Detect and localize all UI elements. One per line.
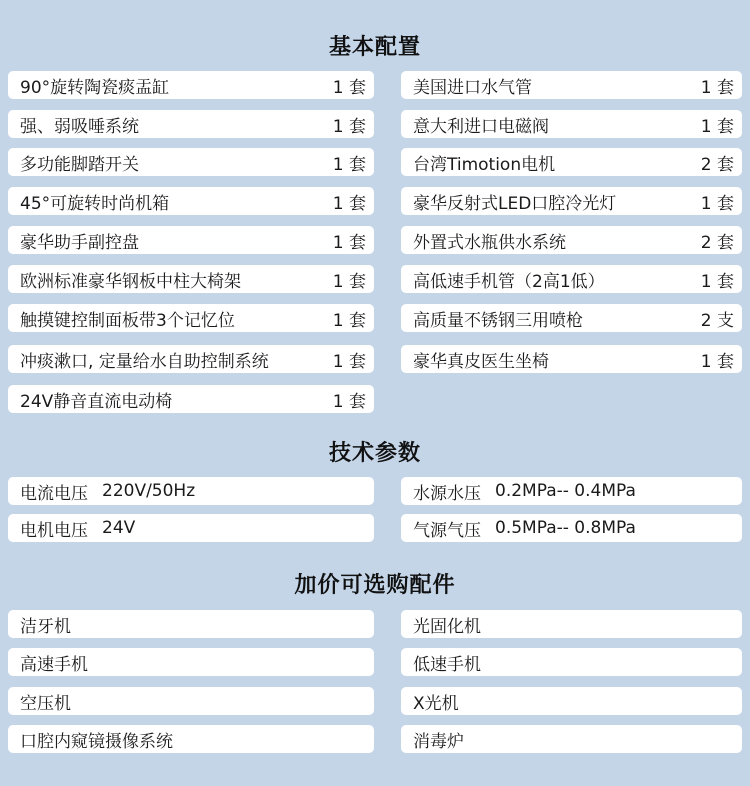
basic-item <box>401 265 742 293</box>
basic-item <box>8 226 374 254</box>
item-qty: 1 套 <box>332 271 366 292</box>
basic-item <box>401 345 742 373</box>
item-name: 90°旋转陶瓷痰盂缸 <box>20 77 170 98</box>
optional-item <box>401 687 742 715</box>
item-qty: 1 套 <box>700 116 734 137</box>
tech-param <box>8 514 374 542</box>
item-qty: 1 套 <box>332 193 366 214</box>
basic-item <box>8 71 374 99</box>
item-qty: 1 套 <box>332 351 366 372</box>
basic-item <box>8 345 374 373</box>
optional-item <box>8 725 374 753</box>
item-name: 冲痰漱口, 定量给水自助控制系统 <box>20 351 269 372</box>
param-label: 电机电压 <box>20 520 88 541</box>
item-qty: 1 套 <box>332 116 366 137</box>
param-label: 电流电压 <box>20 483 88 504</box>
item-name: 美国进口水气管 <box>413 77 532 98</box>
optional-item <box>8 610 374 638</box>
param-value: 24V <box>102 518 136 538</box>
basic-item <box>8 265 374 293</box>
tech-param <box>8 477 374 505</box>
item-qty: 1 套 <box>700 271 734 292</box>
basic-item <box>401 148 742 176</box>
optional-item <box>401 610 742 638</box>
item-name: 台湾Timotion电机 <box>413 154 556 175</box>
item-name: 洁牙机 <box>20 616 71 637</box>
basic-item <box>8 385 374 413</box>
item-name: 24V静音直流电动椅 <box>20 391 173 412</box>
item-name: 高低速手机管（2高1低） <box>413 271 605 292</box>
basic-item <box>401 71 742 99</box>
item-name: 45°可旋转时尚机箱 <box>20 193 170 214</box>
basic-item <box>8 110 374 138</box>
item-qty: 2 套 <box>700 154 734 175</box>
item-name: 多功能脚踏开关 <box>20 154 139 175</box>
item-name: 豪华反射式LED口腔冷光灯 <box>413 193 617 214</box>
item-name: 消毒炉 <box>413 731 464 752</box>
item-qty: 1 套 <box>332 391 366 412</box>
item-name: 强、弱吸唾系统 <box>20 116 139 137</box>
item-name: 豪华助手副控盘 <box>20 232 139 253</box>
optional-accessories-title: 加价可选购配件 <box>294 573 456 598</box>
item-qty: 1 套 <box>332 232 366 253</box>
item-qty: 2 套 <box>700 232 734 253</box>
param-value: 0.5MPa-- 0.8MPa <box>495 518 636 538</box>
item-qty: 2 支 <box>700 310 734 331</box>
param-label: 气源气压 <box>413 520 481 541</box>
item-name: 口腔内窥镜摄像系统 <box>20 731 173 752</box>
item-name: 低速手机 <box>413 654 481 675</box>
item-name: 外置式水瓶供水系统 <box>413 232 566 253</box>
optional-item <box>401 725 742 753</box>
basic-item <box>401 226 742 254</box>
item-qty: 1 套 <box>700 193 734 214</box>
item-name: X光机 <box>413 693 459 714</box>
basic-item <box>401 304 742 332</box>
basic-item <box>401 110 742 138</box>
tech-param <box>401 514 742 542</box>
tech-params-title: 技术参数 <box>328 441 421 466</box>
basic-item <box>401 187 742 215</box>
item-name: 触摸键控制面板带3个记忆位 <box>20 310 235 331</box>
basic-item <box>8 304 374 332</box>
basic-item <box>8 148 374 176</box>
item-qty: 1 套 <box>332 77 366 98</box>
item-name: 空压机 <box>20 693 71 714</box>
item-name: 意大利进口电磁阀 <box>413 116 549 137</box>
item-name: 欧洲标准豪华钢板中柱大椅架 <box>20 271 241 292</box>
item-name: 豪华真皮医生坐椅 <box>413 351 549 372</box>
item-qty: 1 套 <box>332 310 366 331</box>
item-name: 光固化机 <box>413 616 481 637</box>
optional-item <box>8 648 374 676</box>
item-qty: 1 套 <box>700 77 734 98</box>
basic-config-title: 基本配置 <box>328 35 421 60</box>
param-value: 0.2MPa-- 0.4MPa <box>495 481 636 501</box>
optional-item <box>401 648 742 676</box>
item-qty: 1 套 <box>332 154 366 175</box>
param-label: 水源水压 <box>413 483 481 504</box>
optional-item <box>8 687 374 715</box>
item-name: 高质量不锈钢三用喷枪 <box>413 310 583 331</box>
param-value: 220V/50Hz <box>102 481 196 501</box>
item-name: 高速手机 <box>20 654 88 675</box>
item-qty: 1 套 <box>700 351 734 372</box>
tech-param <box>401 477 742 505</box>
basic-item <box>8 187 374 215</box>
